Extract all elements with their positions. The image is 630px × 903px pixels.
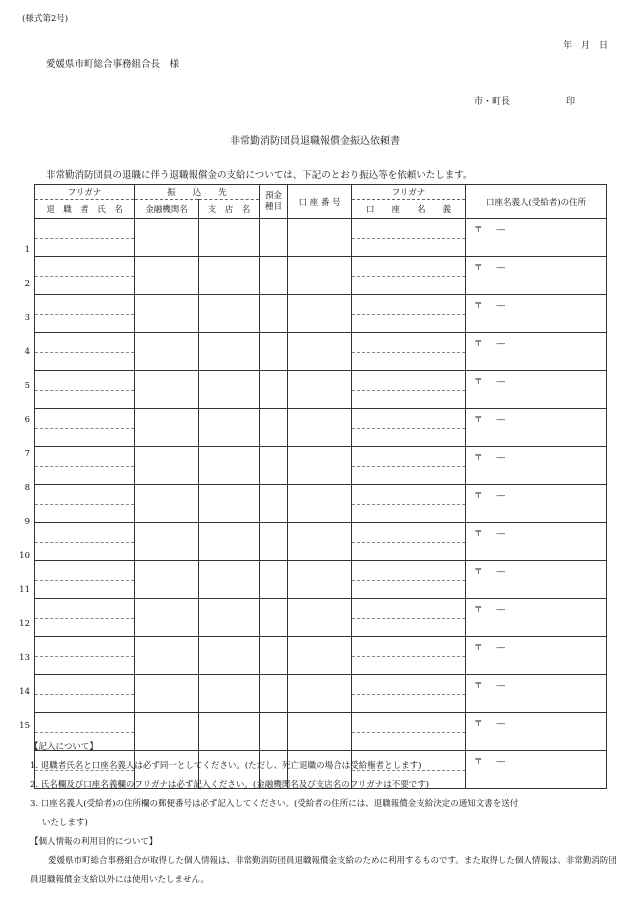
zip-mark: 〒 (474, 263, 483, 273)
branch-name-cell[interactable] (199, 599, 260, 637)
account-number-cell[interactable] (288, 561, 352, 599)
bank-name-cell[interactable] (135, 637, 199, 675)
bank-name-cell[interactable] (135, 599, 199, 637)
zip-dash: ― (496, 415, 506, 425)
deposit-type-cell[interactable] (260, 523, 288, 561)
row-number: 4 (24, 347, 30, 357)
furigana-header: フリガナ (35, 185, 135, 200)
account-holder-cell[interactable] (352, 219, 466, 257)
account-number-cell[interactable] (288, 523, 352, 561)
retiree-name-cell[interactable] (35, 675, 135, 713)
bank-name-cell[interactable] (135, 295, 199, 333)
branch-name-cell[interactable] (199, 523, 260, 561)
row-number: 3 (24, 313, 30, 323)
bank-name-header: 金融機関名 (135, 200, 199, 219)
retiree-name-cell[interactable] (35, 219, 135, 257)
mayor-label: 市・町長 (474, 97, 511, 107)
retiree-name-cell[interactable] (35, 447, 135, 485)
account-number-cell[interactable] (288, 257, 352, 295)
bank-name-cell[interactable] (135, 447, 199, 485)
intro-text: 非常勤消防団員の退職に伴う退職報償金の支給については、下記のとおり振込等を依頼いたします。 (46, 170, 473, 181)
addressee: 愛媛県市町総合事務組合長 様 (46, 59, 180, 70)
retiree-name-cell[interactable] (35, 523, 135, 561)
zip-dash: ― (496, 491, 506, 501)
deposit-type-cell[interactable] (260, 637, 288, 675)
address-cell[interactable] (466, 295, 607, 333)
zip-dash: ― (496, 719, 506, 729)
zip-mark: 〒 (474, 339, 483, 349)
address-cell[interactable] (466, 447, 607, 485)
bank-name-cell[interactable] (135, 257, 199, 295)
row-number: 11 (19, 585, 30, 595)
address-cell[interactable] (466, 219, 607, 257)
account-holder-cell[interactable] (352, 599, 466, 637)
table-row (35, 675, 607, 713)
retiree-name-cell[interactable] (35, 485, 135, 523)
zip-dash: ― (496, 757, 506, 767)
deposit-type-cell[interactable] (260, 333, 288, 371)
zip-mark: 〒 (474, 491, 483, 501)
seal-mark: 印 (566, 97, 576, 107)
table-row (35, 637, 607, 675)
deposit-type-cell[interactable] (260, 561, 288, 599)
row-number: 7 (24, 449, 30, 459)
branch-name-cell[interactable] (199, 637, 260, 675)
account-number-cell[interactable] (288, 637, 352, 675)
zip-mark: 〒 (474, 757, 483, 767)
row-number: 8 (24, 483, 30, 493)
address-cell[interactable] (466, 409, 607, 447)
account-holder-cell[interactable] (352, 447, 466, 485)
retiree-name-cell[interactable] (35, 599, 135, 637)
account-holder-cell[interactable] (352, 333, 466, 371)
deposit-type-cell[interactable] (260, 447, 288, 485)
table-row (35, 371, 607, 409)
row-number: 6 (24, 415, 30, 425)
account-number-cell[interactable] (288, 675, 352, 713)
deposit-type-header: 預金種目 (260, 185, 288, 219)
branch-name-cell[interactable] (199, 257, 260, 295)
bank-name-cell[interactable] (135, 409, 199, 447)
address-cell[interactable] (466, 371, 607, 409)
table-row (35, 523, 607, 561)
note-3: 3. 口座名義人(受給者)の住所欄の郵便番号は必ず記入してください。(受給者の住所には、退職報償金支給決定の通知文書を送付 (30, 799, 519, 809)
account-number-cell[interactable] (288, 599, 352, 637)
bank-name-cell[interactable] (135, 485, 199, 523)
zip-mark: 〒 (474, 453, 483, 463)
address-cell[interactable] (466, 675, 607, 713)
branch-name-cell[interactable] (199, 409, 260, 447)
account-number-cell[interactable] (288, 409, 352, 447)
zip-dash: ― (496, 605, 506, 615)
account-holder-cell[interactable] (352, 675, 466, 713)
branch-name-cell[interactable] (199, 675, 260, 713)
table-row (35, 219, 607, 257)
note-2: 2. 氏名欄及び口座名義欄のフリガナは必ず記入ください。(金融機関名及び支店名のフリガナは不要です) (30, 780, 430, 790)
furigana-header-2: フリガナ (352, 185, 466, 200)
branch-name-header: 支 店 名 (199, 200, 260, 219)
address-cell[interactable] (466, 257, 607, 295)
address-cell[interactable] (466, 333, 607, 371)
table-row (35, 485, 607, 523)
row-number: 5 (24, 381, 30, 391)
note-3-cont: いたします) (42, 818, 88, 828)
branch-name-cell[interactable] (199, 561, 260, 599)
account-holder-header: 口 座 名 義 (352, 200, 466, 219)
branch-name-cell[interactable] (199, 485, 260, 523)
retiree-name-cell[interactable] (35, 561, 135, 599)
table-row (35, 333, 607, 371)
account-number-cell[interactable] (288, 371, 352, 409)
account-number-cell[interactable] (288, 219, 352, 257)
zip-mark: 〒 (474, 415, 483, 425)
zip-dash: ― (496, 339, 506, 349)
deposit-type-cell[interactable] (260, 409, 288, 447)
bank-name-cell[interactable] (135, 371, 199, 409)
row-number: 9 (24, 517, 30, 527)
zip-mark: 〒 (474, 643, 483, 653)
zip-dash: ― (496, 301, 506, 311)
zip-dash: ― (496, 263, 506, 273)
address-cell[interactable] (466, 485, 607, 523)
account-holder-cell[interactable] (352, 257, 466, 295)
zip-dash: ― (496, 643, 506, 653)
zip-dash: ― (496, 377, 506, 387)
address-cell[interactable] (466, 523, 607, 561)
account-number-header: 口 座 番 号 (288, 185, 352, 219)
transfer-to-header: 振 込 先 (135, 185, 260, 200)
row-number: 12 (19, 619, 30, 629)
table-row (35, 561, 607, 599)
account-holder-cell[interactable] (352, 523, 466, 561)
retiree-name-cell[interactable] (35, 409, 135, 447)
retiree-name-cell[interactable] (35, 257, 135, 295)
deposit-type-cell[interactable] (260, 599, 288, 637)
bank-name-cell[interactable] (135, 675, 199, 713)
address-cell[interactable] (466, 599, 607, 637)
table-row (35, 409, 607, 447)
zip-mark: 〒 (474, 301, 483, 311)
zip-mark: 〒 (474, 719, 483, 729)
table-row (35, 257, 607, 295)
note-1: 1. 退職者氏名と口座名義人は必ず同一としてください。(ただし、死亡退職の場合は受給権者とします) (30, 761, 422, 771)
date-field[interactable]: 年 月 日 (563, 41, 609, 51)
deposit-type-cell[interactable] (260, 257, 288, 295)
account-holder-cell[interactable] (352, 371, 466, 409)
zip-mark: 〒 (474, 567, 483, 577)
notes-section (30, 738, 620, 890)
retiree-name-header: 退 職 者 氏 名 (35, 200, 135, 219)
account-holder-cell[interactable] (352, 561, 466, 599)
row-number: 13 (19, 653, 30, 663)
retiree-name-cell[interactable] (35, 333, 135, 371)
row-number: 10 (19, 551, 30, 561)
account-number-cell[interactable] (288, 333, 352, 371)
account-holder-cell[interactable] (352, 485, 466, 523)
address-header: 口座名義人(受給者)の住所 (466, 185, 607, 219)
bank-name-cell[interactable] (135, 333, 199, 371)
account-holder-cell[interactable] (352, 295, 466, 333)
privacy-heading: 【個人情報の利用目的について】 (30, 837, 158, 847)
account-number-cell[interactable] (288, 485, 352, 523)
row-number: 2 (24, 279, 30, 289)
row-number: 1 (24, 245, 30, 255)
branch-name-cell[interactable] (199, 371, 260, 409)
zip-mark: 〒 (474, 605, 483, 615)
document-title: 非常勤消防団員退職報償金振込依頼書 (230, 136, 400, 147)
zip-dash: ― (496, 529, 506, 539)
branch-name-cell[interactable] (199, 295, 260, 333)
zip-mark: 〒 (474, 681, 483, 691)
account-holder-cell[interactable] (352, 637, 466, 675)
address-cell[interactable] (466, 561, 607, 599)
zip-mark: 〒 (474, 225, 483, 235)
retiree-name-cell[interactable] (35, 371, 135, 409)
retiree-name-cell[interactable] (35, 295, 135, 333)
branch-name-cell[interactable] (199, 333, 260, 371)
form-number: (様式第2号) (22, 14, 69, 24)
bank-name-cell[interactable] (135, 219, 199, 257)
bank-name-cell[interactable] (135, 561, 199, 599)
address-cell[interactable] (466, 637, 607, 675)
deposit-type-cell[interactable] (260, 675, 288, 713)
table-row (35, 295, 607, 333)
deposit-type-cell[interactable] (260, 371, 288, 409)
privacy-text: 愛媛県市町総合事務組合が取得した個人情報は、非常勤消防団員退職報償金支給のために利用するものです。また取得した個人情報は、非常勤消防団員退職報償金支給以外には使用いたしません。 (30, 856, 617, 885)
retiree-name-cell[interactable] (35, 637, 135, 675)
account-number-cell[interactable] (288, 447, 352, 485)
zip-dash: ― (496, 453, 506, 463)
table-row (35, 447, 607, 485)
zip-mark: 〒 (474, 377, 483, 387)
entry-heading: 【記入について】 (30, 742, 98, 752)
zip-dash: ― (496, 225, 506, 235)
deposit-type-cell[interactable] (260, 295, 288, 333)
account-number-cell[interactable] (288, 295, 352, 333)
bank-name-cell[interactable] (135, 523, 199, 561)
branch-name-cell[interactable] (199, 219, 260, 257)
row-number: 15 (19, 721, 30, 731)
zip-dash: ― (496, 567, 506, 577)
table-row (35, 599, 607, 637)
row-number: 14 (19, 687, 30, 697)
deposit-type-cell[interactable] (260, 219, 288, 257)
zip-mark: 〒 (474, 529, 483, 539)
account-holder-cell[interactable] (352, 409, 466, 447)
deposit-type-cell[interactable] (260, 485, 288, 523)
zip-dash: ― (496, 681, 506, 691)
transfer-table (34, 184, 607, 789)
branch-name-cell[interactable] (199, 447, 260, 485)
